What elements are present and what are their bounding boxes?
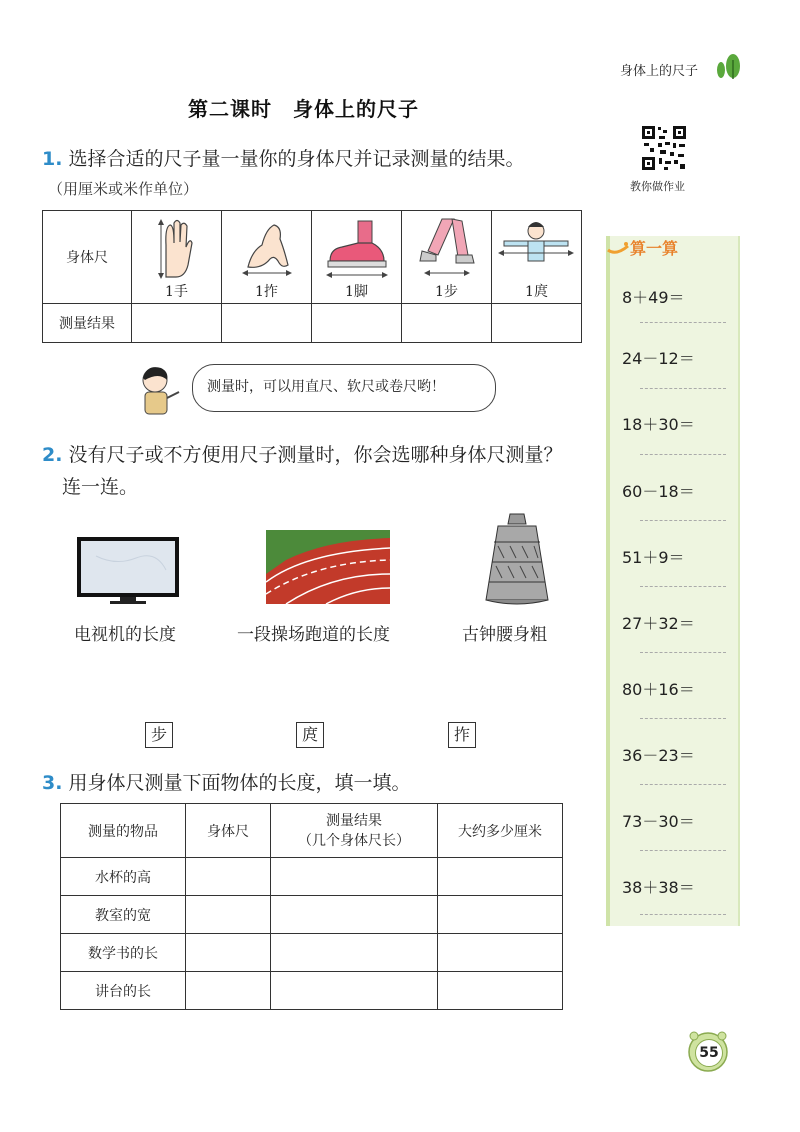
choice-arm-span[interactable]: 庹 — [296, 722, 324, 748]
unit-span-cell — [222, 211, 312, 304]
answer-line-3[interactable] — [640, 454, 726, 455]
header-result — [271, 804, 438, 858]
header-result-title: 测量结果 — [326, 812, 382, 829]
cell-podium-result[interactable] — [271, 972, 438, 1010]
calc-problem-4: 60－18＝ — [622, 482, 695, 501]
item-tv-length: 电视机的长度 — [74, 625, 176, 645]
header-result-sub: （几个身体尺长） — [298, 832, 410, 849]
calc-problem-7: 80＋16＝ — [622, 680, 695, 699]
cell-classroom-result[interactable] — [271, 896, 438, 934]
header-item: 测量的物品 — [61, 804, 186, 858]
answer-line-5[interactable] — [640, 586, 726, 587]
calc-problem-9: 73－30＝ — [622, 812, 695, 831]
calc-problem-2: 24－12＝ — [622, 349, 695, 368]
choice-hand-span[interactable]: 拃 — [448, 722, 476, 748]
calc-problem-10: 38＋38＝ — [622, 878, 695, 897]
unit-arm-span-cell — [492, 211, 582, 304]
step-icon — [402, 215, 491, 283]
question-3-prompt — [42, 768, 411, 795]
result-cell-hand[interactable] — [132, 304, 222, 343]
question-1-prompt — [42, 144, 525, 171]
row-label-math-book: 数学书的长 — [61, 934, 186, 972]
row-label-cup: 水杯的高 — [61, 858, 186, 896]
leaf-icon — [713, 52, 743, 80]
cell-cup-cm[interactable] — [438, 858, 563, 896]
answer-line-6[interactable] — [640, 652, 726, 653]
answer-line-8[interactable] — [640, 784, 726, 785]
page-number-badge — [686, 1030, 730, 1074]
shoe-icon — [312, 215, 401, 283]
unit-foot-cell — [312, 211, 402, 304]
question-2-text-line1: 没有尺子或不方便用尺子测量时，你会选哪种身体尺测量？ — [68, 444, 563, 466]
unit-foot-label: 1脚 — [345, 284, 368, 300]
unit-hand-label: 1手 — [165, 284, 188, 300]
cell-book-cm[interactable] — [438, 934, 563, 972]
calc-problem-6: 27＋32＝ — [622, 614, 695, 633]
question-2-prompt — [42, 440, 563, 467]
hand-span-icon — [222, 215, 311, 283]
answer-line-1[interactable] — [640, 322, 726, 323]
cell-cup-result[interactable] — [271, 858, 438, 896]
cell-classroom-cm[interactable] — [438, 896, 563, 934]
row-label-ruler: 身体尺 — [43, 211, 132, 304]
item-bell-waist: 古钟腰身粗 — [462, 625, 547, 645]
page-number: 55 — [695, 1039, 723, 1067]
question-1-number: 1. — [42, 148, 63, 170]
qr-caption: 教你做作业 — [630, 180, 685, 193]
row-label-result: 测量结果 — [43, 304, 132, 343]
calc-problem-1: 8＋49＝ — [622, 288, 685, 307]
running-track-image — [266, 530, 390, 604]
result-cell-span[interactable] — [222, 304, 312, 343]
running-title: 身体上的尺子 — [620, 64, 699, 79]
calc-problem-5: 51＋9＝ — [622, 548, 685, 567]
lesson-title: 第二课时 身体上的尺子 — [188, 97, 419, 121]
unit-arm-span-label: 1庹 — [525, 284, 548, 300]
header-body-ruler: 身体尺 — [186, 804, 271, 858]
arm-span-icon — [492, 215, 581, 283]
row-label-podium: 讲台的长 — [61, 972, 186, 1010]
bell-image — [484, 512, 550, 608]
calc-problem-3: 18＋30＝ — [622, 415, 695, 434]
cell-podium-ruler[interactable] — [186, 972, 271, 1010]
tv-image — [76, 536, 182, 608]
cell-book-ruler[interactable] — [186, 934, 271, 972]
cell-book-result[interactable] — [271, 934, 438, 972]
answer-line-2[interactable] — [640, 388, 726, 389]
row-label-classroom: 教室的宽 — [61, 896, 186, 934]
result-cell-step[interactable] — [402, 304, 492, 343]
unit-step-label: 1步 — [435, 284, 458, 300]
choice-step[interactable]: 步 — [145, 722, 173, 748]
item-track-length: 一段操场跑道的长度 — [237, 625, 390, 645]
result-cell-foot[interactable] — [312, 304, 402, 343]
result-cell-arm-span[interactable] — [492, 304, 582, 343]
question-3-number: 3. — [42, 772, 63, 794]
answer-line-4[interactable] — [640, 520, 726, 521]
boy-avatar — [135, 362, 185, 418]
answer-line-10[interactable] — [640, 914, 726, 915]
question-1-note: （用厘米或米作单位） — [48, 180, 199, 198]
question-3-text: 用身体尺测量下面物体的长度，填一填。 — [68, 772, 411, 794]
cell-classroom-ruler[interactable] — [186, 896, 271, 934]
hand-icon — [132, 215, 221, 283]
answer-line-7[interactable] — [640, 718, 726, 719]
header-cm: 大约多少厘米 — [438, 804, 563, 858]
unit-span-label: 1拃 — [255, 284, 278, 300]
body-ruler-table — [42, 210, 582, 343]
question-2-text-line2: 连一连。 — [62, 476, 139, 498]
cell-podium-cm[interactable] — [438, 972, 563, 1010]
answer-line-9[interactable] — [640, 850, 726, 851]
measurement-table — [60, 803, 563, 1010]
tip-bubble: 测量时，可以用直尺、软尺或卷尺哟！ — [192, 364, 496, 412]
qr-code-icon — [640, 124, 688, 172]
question-1-text: 选择合适的尺子量一量你的身体尺并记录测量的结果。 — [68, 148, 525, 170]
unit-hand-cell — [132, 211, 222, 304]
cell-cup-ruler[interactable] — [186, 858, 271, 896]
calc-problem-8: 36－23＝ — [622, 746, 695, 765]
question-2-number: 2. — [42, 444, 63, 466]
swoosh-icon — [606, 240, 630, 256]
calc-sidebar-title: 算一算 — [630, 239, 679, 258]
unit-step-cell — [402, 211, 492, 304]
